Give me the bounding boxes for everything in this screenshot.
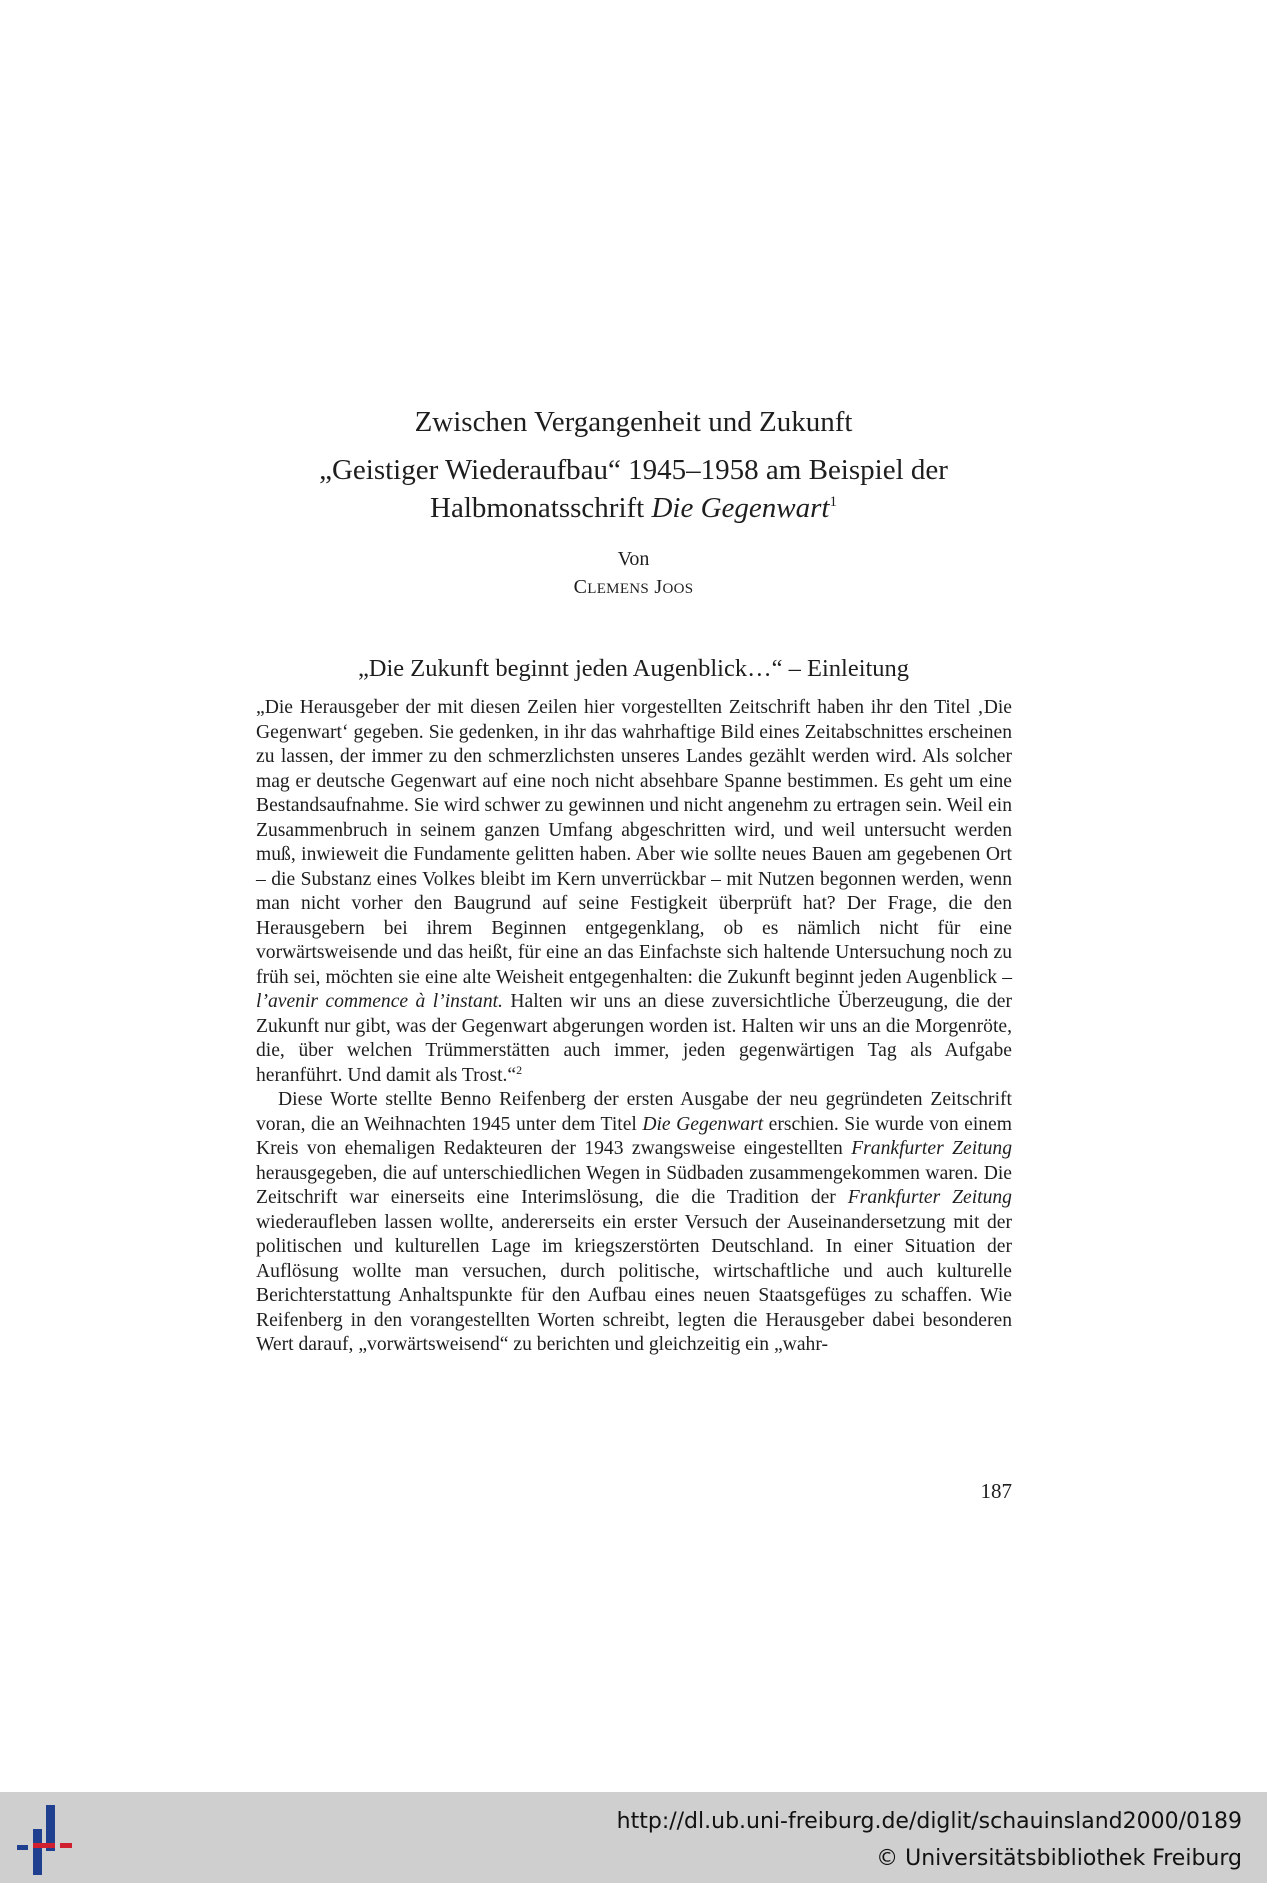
ub-freiburg-logo-icon: [16, 1805, 78, 1875]
author-last-rest: OOS: [662, 581, 694, 597]
body-text-e: herausgegeben, die auf unterschiedlichen Wegen in Südbaden zusammengekommen waren. Die Zeitschrift war einerseits eine Interimslösung, die die Tradition der: [256, 1162, 1012, 1208]
author-last-initial: J: [654, 576, 663, 598]
copyright-notice: © Universitätsbibliothek Freiburg: [876, 1846, 1242, 1871]
body-italic-fz-1: Frankfurter Zeitung: [851, 1138, 1013, 1159]
footnote-ref-2: 2: [516, 1062, 523, 1077]
body-text-a: Diese Worte stellte Benno Reifenberg der ersten Ausgabe der neu gegründeten Zeitschrift voran, die an Weihnachten 1945 unter dem Titel: [256, 1089, 1012, 1135]
journal-title: Die Gegenwart: [651, 492, 830, 524]
page-number: 187: [980, 1479, 1012, 1503]
footer-bar: [0, 1792, 1267, 1883]
quote-text-a: „Die Herausgeber der mit diesen Zeilen hier vorgestellten Zeitschrift haben ihr den Titel ‚Die Gegenwart‘ gegeben. Sie gedenken, in ihr das wahrhaftige Bild eines Zeitabschnittes erscheinen zu lassen, der immer zu den schmerzlichsten unseres Landes gezählt werden wird. Als solcher mag er deutsche Gegenwart auf eine noch nicht absehbare Spanne bestimmen. Es geht um eine Bestandsaufnahme. Sie wird schwer zu gewinnen und nicht angenehm zu ertragen sein. Weil ein Zusammenbruch in seinem ganzen Umfang abgeschritten wird, und weil untersucht werden muß, inwieweit die Fundamente gelitten haben. Aber wie sollte neues Bauen am gegebenen Ort – die Substanz eines Volkes bleibt im Kern unverrückbar – mit Nutzen begonnen werden, wenn man nicht vorher den Baugrund auf seine Festigkeit überprüft hat? Der Frage, die den Herausgebern bei ihrem Beginnen entgegenklang, ob es nämlich nicht für eine vorwärtsweisende und das heißt, für eine an das Einfachste sich haltende Untersuchung noch zu früh sei, möchten sie eine alte Weisheit entgegenhalten: die Zukunft beginnt jeden Augenblick –: [256, 697, 1012, 988]
author-first-rest: LEMENS: [587, 581, 650, 597]
body-italic-fz-2: Frankfurter Zeitung: [847, 1187, 1012, 1208]
permalink-url[interactable]: http://dl.ub.uni-freiburg.de/diglit/schauinsland2000/0189: [616, 1809, 1242, 1834]
article-title: Zwischen Vergangenheit und Zukunft: [414, 406, 853, 438]
footnote-ref-1: 1: [829, 494, 837, 510]
article-subtitle-line-2: [0, 490, 1267, 526]
quote-italic-french: l’avenir commence à l’instant.: [256, 991, 503, 1012]
article-body: [256, 696, 1012, 1358]
author-first-initial: C: [573, 576, 588, 598]
body-text-g: wiederaufleben lassen wollte, andererseits ein erster Versuch der Auseinandersetzung mit der politischen und kulturellen Lage im kriegszerstörten Deutschland. In einer Situation der Auflösung wollte man versuchen, durch politische, wirtschaftliche und auch kulturelle Berichterstattung Anhaltspunkte für den Aufbau eines neuen Staatsgefüges zu schaffen. Wie Reifenberg in den vorangestellten Worten schreibt, legten die Herausgeber dabei besonderen Wert darauf, „vorwärtsweisend“ zu berichten und gleichzeitig ein „wahr-: [256, 1211, 1012, 1355]
body-italic-gegenwart: Die Gegenwart: [642, 1113, 764, 1135]
body-text-c: erschien. Sie wurde von einem Kreis von ehemaligen Redakteuren der 1943 zwangsweise eingestellten: [256, 1113, 1012, 1159]
section-heading: „Die Zukunft beginnt jeden Augenblick…“ – Einleitung: [357, 655, 910, 682]
author-name: [0, 576, 1267, 599]
quote-text-c: Halten wir uns an diese zuversichtliche Überzeugung, die der Zukunft nur gibt, was der Gegenwart abgerungen worden ist. Halten wir uns an die Morgenröte, die, über welchen Trümmerstätten auch immer, jeden gegenwärtigen Tag als Aufgabe heranführt. Und damit als Trost.“: [256, 991, 1012, 1086]
subtitle-text: Halbmonatsschrift: [430, 492, 652, 524]
byline-von: Von: [617, 548, 650, 570]
paragraph-quote: [256, 696, 1012, 1088]
article-subtitle-line-1: „Geistiger Wiederaufbau“ 1945–1958 am Beispiel der: [319, 454, 948, 486]
paragraph-body: [256, 1088, 1012, 1358]
